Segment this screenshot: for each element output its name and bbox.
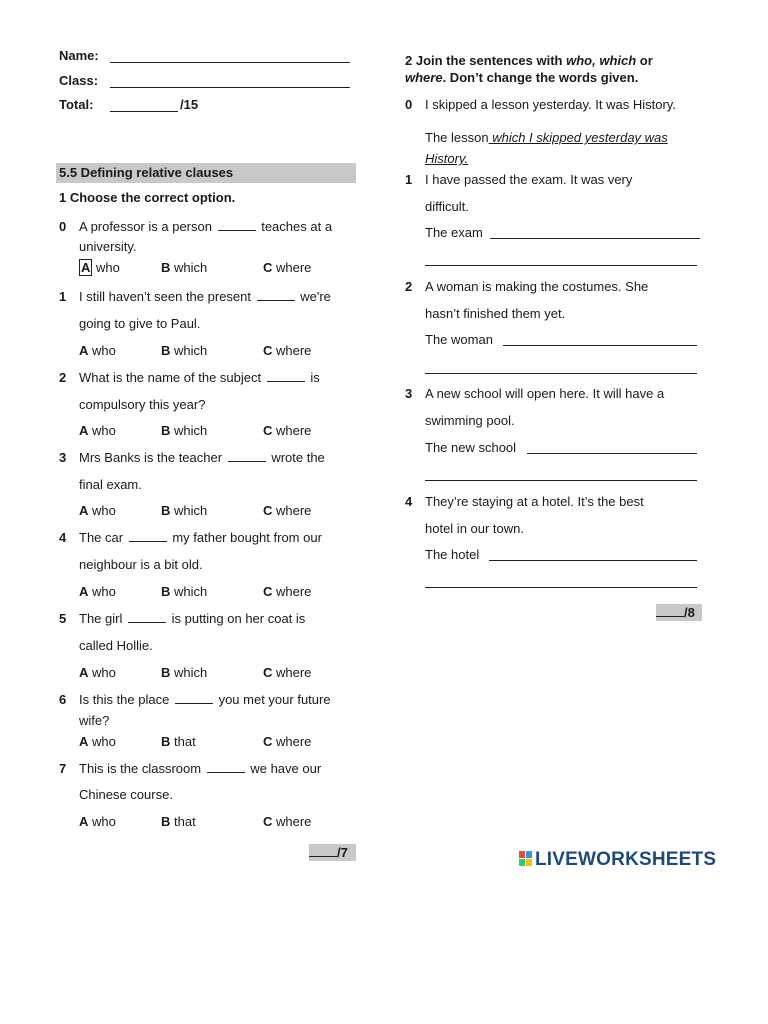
option-a[interactable]: A who <box>79 423 116 438</box>
question-text: This is the classroom we have our <box>79 761 322 776</box>
question-text-line2: compulsory this year? <box>79 397 206 412</box>
question-number: 4 <box>405 494 413 509</box>
answer-start: The exam <box>425 225 483 240</box>
option-c[interactable]: C where <box>263 260 312 275</box>
option-b[interactable]: B that <box>161 734 196 749</box>
exercise-1-score <box>309 844 356 861</box>
question-number: 6 <box>59 692 67 707</box>
option-b[interactable]: B which <box>161 343 208 358</box>
question-number: 0 <box>405 97 413 112</box>
answer-line[interactable] <box>503 333 697 346</box>
question-text: What is the name of the subject is <box>79 370 320 385</box>
question-number: 3 <box>405 386 413 401</box>
option-b[interactable]: B which <box>161 584 208 599</box>
question-text-line2: called Hollie. <box>79 638 153 653</box>
answer-line[interactable] <box>489 548 697 561</box>
answer-start: The new school <box>425 440 517 455</box>
exercise-2-title: 2 Join the sentences with who, which or where. Don’t change the words given. <box>405 53 653 85</box>
option-a[interactable]: A who <box>79 814 116 829</box>
example-answer-line2: History. <box>425 151 469 166</box>
liveworksheets-logo <box>519 849 716 871</box>
question-text-line2: Chinese course. <box>79 787 173 802</box>
option-b[interactable]: B which <box>161 665 208 680</box>
question-text: Is this the place you met your future <box>79 692 331 707</box>
example-answer: The lesson which I skipped yesterday was <box>425 130 668 145</box>
question-text: The car my father bought from our <box>79 530 322 545</box>
answer-blank[interactable] <box>175 692 213 704</box>
question-text-line2: university. <box>79 239 137 254</box>
option-a[interactable]: A who <box>79 665 116 680</box>
answer-line-2[interactable] <box>425 575 697 588</box>
question-text-line2: neighbour is a bit old. <box>79 557 203 572</box>
question-text-line2: difficult. <box>425 199 469 214</box>
answer-blank[interactable] <box>228 450 266 462</box>
class-label: Class: <box>59 73 99 88</box>
exercise-2-score <box>656 604 702 621</box>
option-c[interactable]: C where <box>263 343 312 358</box>
option-a[interactable]: A who <box>79 503 116 518</box>
question-number: 3 <box>59 450 67 465</box>
question-number: 0 <box>59 219 67 234</box>
option-c[interactable]: C where <box>263 503 312 518</box>
question-text: The girl is putting on her coat is <box>79 611 306 626</box>
question-number: 7 <box>59 761 67 776</box>
question-text: A new school will open here. It will have a <box>425 386 665 401</box>
option-c[interactable]: C where <box>263 814 312 829</box>
question-number: 1 <box>405 172 413 187</box>
answer-blank[interactable] <box>128 611 166 623</box>
question-text: I skipped a lesson yesterday. It was History. <box>425 97 676 112</box>
answer-blank[interactable] <box>218 219 256 231</box>
option-c[interactable]: C where <box>263 665 312 680</box>
question-text: Mrs Banks is the teacher wrote the <box>79 450 325 465</box>
total-label: Total: <box>59 97 94 112</box>
answer-blank[interactable] <box>207 761 245 773</box>
total-field[interactable] <box>110 99 178 112</box>
answer-line[interactable] <box>490 226 700 239</box>
question-text-line2: hasn’t finished them yet. <box>425 306 566 321</box>
total-value: /15 <box>180 97 199 112</box>
answer-line-2[interactable] <box>425 361 697 374</box>
liveworksheets-icon <box>519 851 533 867</box>
option-c[interactable]: C where <box>263 423 312 438</box>
question-text: I still haven’t seen the present we're <box>79 289 331 304</box>
question-text: I have passed the exam. It was very <box>425 172 633 187</box>
question-text: A woman is making the costumes. She <box>425 279 649 294</box>
option-c[interactable]: C where <box>263 584 312 599</box>
answer-blank[interactable] <box>267 370 305 382</box>
class-field[interactable] <box>110 75 350 88</box>
answer-line-2[interactable] <box>425 468 697 481</box>
question-text-line2: wife? <box>79 713 110 728</box>
answer-start: The woman <box>425 332 493 347</box>
exercise-1-title: 1 Choose the correct option. <box>59 190 236 205</box>
score-blank[interactable] <box>656 604 684 617</box>
option-b[interactable]: B which <box>161 503 208 518</box>
option-a[interactable]: A who <box>79 734 116 749</box>
answer-line[interactable] <box>527 441 697 454</box>
option-a[interactable]: A who <box>79 343 116 358</box>
name-label: Name: <box>59 48 99 63</box>
score-total: /7 <box>337 845 348 860</box>
option-b[interactable]: B which <box>161 260 208 275</box>
question-number: 5 <box>59 611 67 626</box>
option-b[interactable]: B that <box>161 814 196 829</box>
question-text-line2: going to give to Paul. <box>79 316 201 331</box>
answer-start: The hotel <box>425 547 480 562</box>
option-a[interactable]: A who <box>79 584 116 599</box>
question-text-line2: swimming pool. <box>425 413 515 428</box>
answer-blank[interactable] <box>257 289 295 301</box>
question-number: 2 <box>405 279 413 294</box>
answer-blank[interactable] <box>129 530 167 542</box>
answer-line-2[interactable] <box>425 253 697 266</box>
question-number: 1 <box>59 289 67 304</box>
name-field[interactable] <box>110 50 350 63</box>
section-title: 5.5 Defining relative clauses <box>56 163 356 183</box>
question-text: A professor is a person teaches at a <box>79 219 333 234</box>
question-text: They’re staying at a hotel. It’s the best <box>425 494 644 509</box>
question-number: 2 <box>59 370 67 385</box>
score-total: /8 <box>684 605 695 620</box>
option-a[interactable]: A who <box>81 260 120 275</box>
score-blank[interactable] <box>309 844 337 857</box>
logo-text: LIVEWORKSHEETS <box>535 849 717 870</box>
question-text-line2: hotel in our town. <box>425 521 525 536</box>
option-b[interactable]: B which <box>161 423 208 438</box>
question-number: 4 <box>59 530 67 545</box>
question-text-line2: final exam. <box>79 477 142 492</box>
option-c[interactable]: C where <box>263 734 312 749</box>
